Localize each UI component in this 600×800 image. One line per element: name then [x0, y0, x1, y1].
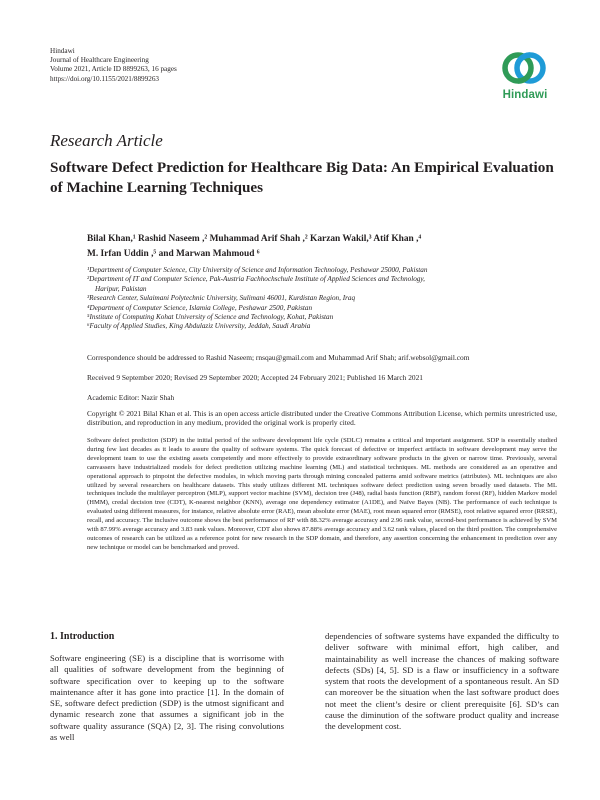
- affiliation: ¹Department of Computer Science, City University of Science and Information Technology, Peshawar 25000, Pakistan: [87, 266, 428, 274]
- journal-name: Journal of Healthcare Engineering: [50, 56, 149, 65]
- authors-line-1: Bilal Khan,¹ Rashid Naseem ,² Muhammad Arif Shah ,² Karzan Wakil,³ Atif Khan ,⁴: [87, 234, 422, 244]
- academic-editor: Academic Editor: Nazir Shah: [87, 393, 175, 402]
- publisher-name: Hindawi: [50, 47, 75, 55]
- affiliations: [87, 266, 557, 332]
- intro-left-column: Software engineering (SE) is a discipline that is worrisome with all qualities of software development from the beginning of software specification over to keeping up to the software maintenance after it has gone into practice [1]. In the domain of SE, software defect prediction (SDP) is the utmost significant and dynamic research zone that assumes a significant job in the software quality assurance (SQA) [2, 3]. The rising convolutions as well: [50, 653, 284, 743]
- affiliation: ⁴Department of Computer Science, Islamia College, Peshawar 2500, Pakistan: [87, 303, 313, 312]
- volume-line: Volume 2021, Article ID 8899263, 16 pages: [50, 65, 177, 74]
- publication-dates: Received 9 September 2020; Revised 29 September 2020; Accepted 24 February 2021; Published 16 March 2021: [87, 373, 423, 382]
- journal-info: [50, 47, 177, 84]
- affiliation: ²Department of IT and Computer Science, Pak-Austria Fachhochschule Institute of Applied Sciences and Technology,: [87, 275, 425, 284]
- affiliation: ⁵Institute of Computing Kohat University of Science and Technology, Kohat, Pakistan: [87, 313, 334, 322]
- affiliation: Haripur, Pakistan: [95, 284, 147, 293]
- copyright-notice: Copyright © 2021 Bilal Khan et al. This is an open access article distributed under the Creative Commons Attribution License, which permits unrestricted use, distribution, and reproduction in any medium, provided the original work is properly cited.: [87, 409, 557, 428]
- logo-wordmark: Hindawi: [502, 89, 548, 101]
- affiliation: ⁶Faculty of Applied Studies, King Abdulaziz University, Jeddah, Saudi Arabia: [87, 322, 311, 331]
- authors-line-2: M. Irfan Uddin ,⁵ and Marwan Mahmoud ⁶: [87, 249, 260, 259]
- intro-right-column: dependencies of software systems have expanded the difficulty to deliver software with minimal effort, high caliber, and maintainability as well increase the chances of making software defects (SDs) [4, 5]. SD is a flaw or insufficiency in a software system that roots the development of a spontaneous result. An SD can moreover be the situation when the last software product does not meet the client’s desire or client prerequisite [6]. SD’s can cause the diminution of the software product quality and increase the development cost.: [325, 631, 559, 732]
- section-heading: 1. Introduction: [50, 631, 115, 642]
- abstract: Software defect prediction (SDP) in the initial period of the software development life cycle (SDLC) remains a critical and important assignment. SDP is essentially studied during few last decades as it leads to assure the quality of software systems. The quick forecast of defective or imperfect artifacts in software development may serve the development team to use the existing assets competently and more effectively to provide extraordinary software products in the given or narrow time. Previously, several canvassers have industrialized models for defect prediction utilizing machine learning (ML) and statistical techniques. ML methods are considered as an operative and operational approach to pinpoint the defective modules, in which moving parts through mining concealed patterns amid software metrics (attributes). ML techniques are also utilized by several researchers on healthcare datasets. This study utilizes different ML techniques software defect prediction using seven broadly used datasets. The ML techniques include the multilayer perceptron (MLP), support vector machine (SVM), decision tree (J48), radial basis function (RBF), random forest (RF), hidden Markov model (HMM), credal decision tree (CDT), K-nearest neighbor (KNN), average one dependency estimator (A1DE), and Naïve Bayes (NB). The performance of each technique is evaluated using different measures, for instance, relative absolute error (RAE), mean absolute error (MAE), root mean squared error (RMSE), root relative squared error (RRSE), recall, and accuracy. The inclusive outcome shows the best performance of RF with 88.32% average accuracy and 2.96 rank value, second-best performance is achieved by SVM with 87.99% average accuracy and 3.83 rank values. Moreover, CDT also shows 87.88% average accuracy and 3.62 rank values, placed on the third position. The comprehensive outcomes of research can be utilized as a reference point for new research in the SDP domain, and therefore, any assertion concerning the enhancement in prediction over any new technique or model can be benchmarked and proved.: [87, 437, 557, 551]
- correspondence: Correspondence should be addressed to Rashid Naseem; rnsqau@gmail.com and Muhammad Arif Shah; arif.websol@gmail.com: [87, 353, 470, 362]
- hindawi-rings-icon: [494, 46, 554, 90]
- affiliation: ³Research Center, Sulaimani Polytechnic University, Sulimani 46001, Kurdistan Region, Iraq: [87, 294, 356, 303]
- article-type: Research Article: [50, 131, 163, 150]
- doi-link[interactable]: https://doi.org/10.1155/2021/8899263: [50, 74, 160, 83]
- paper-title: Software Defect Prediction for Healthcare Big Data: An Empirical Evaluation of Machine Learning Techniques: [50, 159, 554, 196]
- author-list: [87, 232, 557, 262]
